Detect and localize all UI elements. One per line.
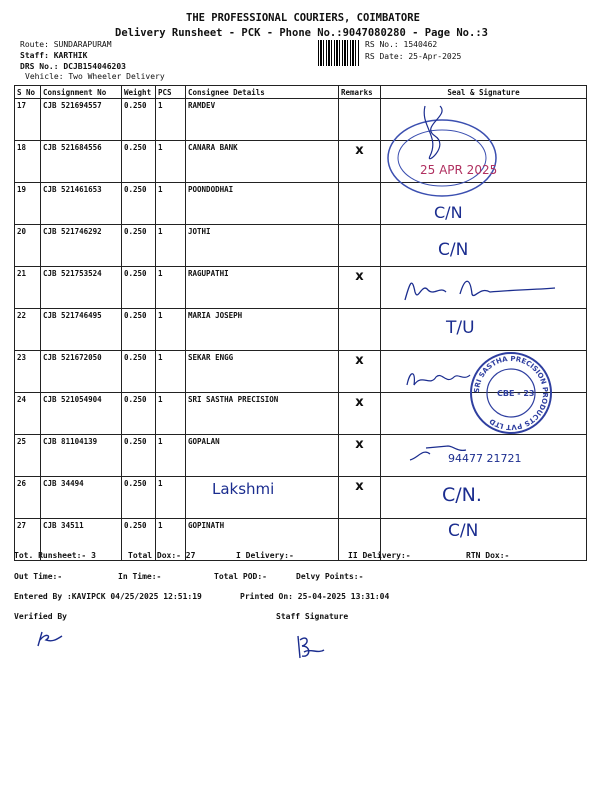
cell-sno: 23 [15,351,41,393]
header-weight: Weight [122,86,156,99]
cell-weight: 0.250 [122,309,156,351]
cell-seal [381,309,587,351]
cell-remark [339,99,381,141]
cell-sno: 25 [15,435,41,477]
cell-consignee: MARIA JOSEPH [186,309,339,351]
seal-cbe-text: CBE - 23 [497,389,535,398]
cell-weight: 0.250 [122,267,156,309]
vehicle-label: Vehicle: Two Wheeler Delivery [25,72,165,81]
cell-seal [381,225,587,267]
cell-sno: 26 [15,477,41,519]
seal-company-name: SRI SASTHA PRECISION PRODUCTS PVT LTD [472,354,550,432]
tot-runsheet: Tot. Runsheet:- 3 [14,551,96,560]
date-stamp [380,96,500,206]
cell-remark [339,225,381,267]
cell-remark: x [339,351,381,393]
cell-sno: 20 [15,225,41,267]
rs-number: RS No.: 1540462 [365,40,438,49]
cell-remark: x [339,393,381,435]
cell-consignment: CJB 521694557 [41,99,122,141]
table-row [15,141,587,183]
handwriting-cn-1: C/N [434,203,463,222]
cell-weight: 0.250 [122,519,156,561]
cell-consignee: SRI SASTHA PRECISION [186,393,339,435]
cell-consignee: JOTHI [186,225,339,267]
handwriting-cn-3: C/N. [442,484,482,506]
cell-sno: 24 [15,393,41,435]
cell-sno: 22 [15,309,41,351]
printed-on: Printed On: 25-04-2025 13:31:04 [240,592,390,601]
cell-consignment: CJB 521461653 [41,183,122,225]
cell-pcs: 1 [156,141,186,183]
header-consignee: Consignee Details [186,86,339,99]
cell-sno: 27 [15,519,41,561]
cell-pcs: 1 [156,267,186,309]
company-seal [468,350,554,436]
cell-pcs: 1 [156,183,186,225]
header-pcs: PCS [156,86,186,99]
in-time: In Time:- [118,572,162,581]
cell-pcs: 1 [156,225,186,267]
cell-consignment: CJB 521746495 [41,309,122,351]
cell-consignment: CJB 521753524 [41,267,122,309]
cell-consignment: CJB 521672050 [41,351,122,393]
cell-weight: 0.250 [122,225,156,267]
cell-consignee: RAMDEV [186,99,339,141]
cell-remark: x [339,267,381,309]
runsheet-subtitle: Delivery Runsheet - PCK - Phone No.:9047080280 - Page No.:3 [115,27,488,39]
cell-consignee: GOPALAN [186,435,339,477]
cell-weight: 0.250 [122,477,156,519]
cell-remark [339,309,381,351]
route-label: Route: SUNDARAPURAM [20,40,112,49]
verified-by-label: Verified By [14,612,67,621]
staff-signature-label: Staff Signature [276,612,349,621]
cell-consignee: SEKAR ENGG [186,351,339,393]
date-stamp-text: 25 APR 2025 [420,163,498,177]
cell-weight: 0.250 [122,99,156,141]
header-remarks: Remarks [339,86,381,99]
handwriting-tu: T/U [446,318,475,338]
cell-pcs: 1 [156,519,186,561]
staff-signature [290,632,326,660]
cell-weight: 0.250 [122,351,156,393]
handwriting-lakshmi: Lakshmi [212,480,275,498]
cell-pcs: 1 [156,309,186,351]
cell-consignment: CJB 34494 [41,477,122,519]
cell-remark: x [339,141,381,183]
cell-consignee: POONDODHAI [186,183,339,225]
cell-consignee: CANARA BANK [186,141,339,183]
ii-delivery: II Delivery:- [348,551,411,560]
cell-sno: 21 [15,267,41,309]
company-title: THE PROFESSIONAL COURIERS, COIMBATORE [186,12,420,24]
runsheet-table [14,85,587,561]
table-row [15,477,587,519]
cell-remark: x [339,435,381,477]
table-row [15,225,587,267]
barcode-image [318,40,360,66]
table-header-row [15,86,587,99]
cell-pcs: 1 [156,351,186,393]
cell-pcs: 1 [156,477,186,519]
handwriting-phone: 94477 21721 [448,452,522,465]
cell-weight: 0.250 [122,141,156,183]
cell-consignment: CJB 521684556 [41,141,122,183]
delvy-points: Delvy Points:- [296,572,364,581]
cell-consignment: CJB 521054904 [41,393,122,435]
drs-label: DRS No.: DCJB154046203 [20,62,126,71]
i-delivery: I Delivery:- [236,551,294,560]
rs-date: RS Date: 25-Apr-2025 [365,52,462,61]
cell-pcs: 1 [156,99,186,141]
cell-remark [339,183,381,225]
cell-seal [381,477,587,519]
cell-remark: x [339,477,381,519]
header-seal: Seal & Signature [381,86,587,99]
verified-signature [30,628,64,650]
cell-weight: 0.250 [122,183,156,225]
header-sno: S No [15,86,41,99]
handwriting-cn-4: C/N [448,521,479,541]
out-time: Out Time:- [14,572,63,581]
handwriting-cn-2: C/N [438,240,469,260]
cell-consignment: CJB 34511 [41,519,122,561]
header-consignment: Consignment No [41,86,122,99]
staff-label: Staff: KARTHIK [20,51,88,60]
cell-pcs: 1 [156,435,186,477]
cell-consignee: RAGUPATHI [186,267,339,309]
entered-by: Entered By :KAVIPCK 04/25/2025 12:51:19 [14,592,202,601]
table-row [15,183,587,225]
cell-sno: 17 [15,99,41,141]
rtn-dox: RTN Dox:- [466,551,510,560]
cell-consignment: CJB 521746292 [41,225,122,267]
signature-sri-sastha [402,365,472,391]
cell-consignee: GOPINATH [186,519,339,561]
table-row [15,99,587,141]
cell-sno: 19 [15,183,41,225]
cell-sno: 18 [15,141,41,183]
table-row [15,309,587,351]
signature-ragupathi [400,272,560,304]
total-pod: Total POD:- [214,572,267,581]
cell-consignment: CJB 81104139 [41,435,122,477]
cell-pcs: 1 [156,393,186,435]
total-dox: Total Dox:- 27 [128,551,196,560]
cell-weight: 0.250 [122,435,156,477]
cell-weight: 0.250 [122,393,156,435]
